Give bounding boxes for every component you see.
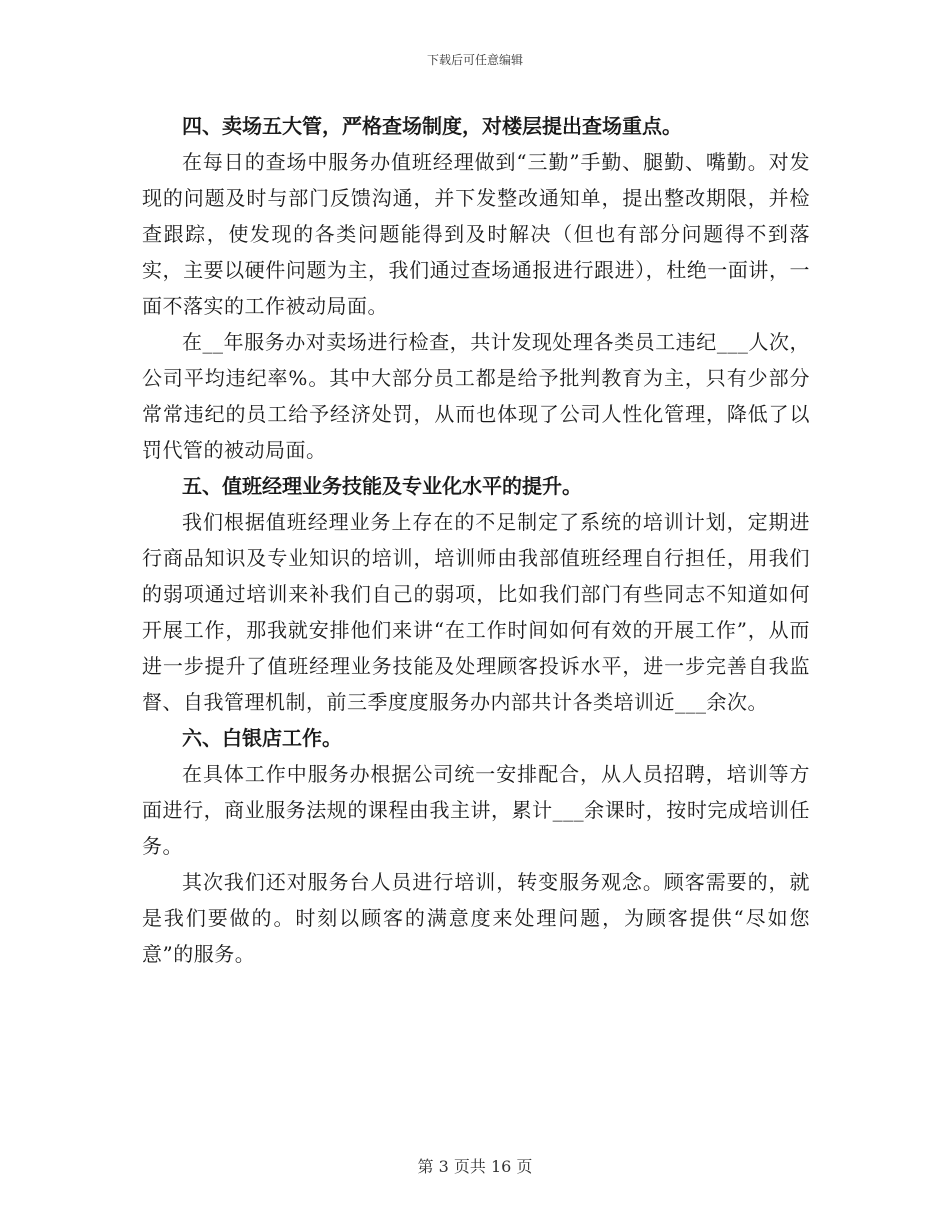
section-6-paragraph-2: 其次我们还对服务台人员进行培训，转变服务观念。顾客需要的，就是我们要做的。时刻以顾客的满意度来处理问题，为顾客提供“尽如您意”的服务。	[142, 870, 810, 966]
section-6-paragraph-1: 在具体工作中服务办根据公司统一安排配合，从人员招聘，培训等方面进行，商业服务法规的课程由我主讲，累计___余课时，按时完成培训任务。	[142, 762, 810, 858]
section-5-heading: 五、值班经理业务技能及专业化水平的提升。	[182, 474, 582, 498]
page-header: 下载后可任意编辑	[426, 53, 523, 67]
section-4-paragraph-2: 在__年服务办对卖场进行检查，共计发现处理各类员工违纪___人次，公司平均违纪率%。其中大部分员工都是给予批判教育为主，只有少部分常常违纪的员工给予经济处罚，从而也体现了公司人性化管理，降低了以罚代管的被动局面。	[142, 330, 810, 462]
section-4-paragraph-1: 在每日的查场中服务办值班经理做到“三勤”手勤、腿勤、嘴勤。对发现的问题及时与部门反馈沟通，并下发整改通知单，提出整改期限，并检查跟踪，使发现的各类问题能得到及时解决（但也有部分问题得不到落实，主要以硬件问题为主，我们通过查场通报进行跟进），杜绝一面讲，一面不落实的工作被动局面。	[142, 150, 810, 318]
section-4-heading: 四、卖场五大管，严格查场制度，对楼层提出查场重点。	[182, 114, 682, 138]
section-5-paragraph-1: 我们根据值班经理业务上存在的不足制定了系统的培训计划，定期进行商品知识及专业知识的培训，培训师由我部值班经理自行担任，用我们的弱项通过培训来补我们自己的弱项，比如我们部门有些同志不知道如何开展工作，那我就安排他们来讲“在工作时间如何有效的开展工作”，从而进一步提升了值班经理业务技能及处理顾客投诉水平，进一步完善自我监督、自我管理机制，前三季度度服务办内部共计各类培训近___余次。	[142, 510, 810, 714]
document-body	[142, 108, 810, 972]
section-6-heading: 六、白银店工作。	[182, 726, 342, 750]
page-footer: 第 3 页共 16 页	[417, 1157, 533, 1176]
